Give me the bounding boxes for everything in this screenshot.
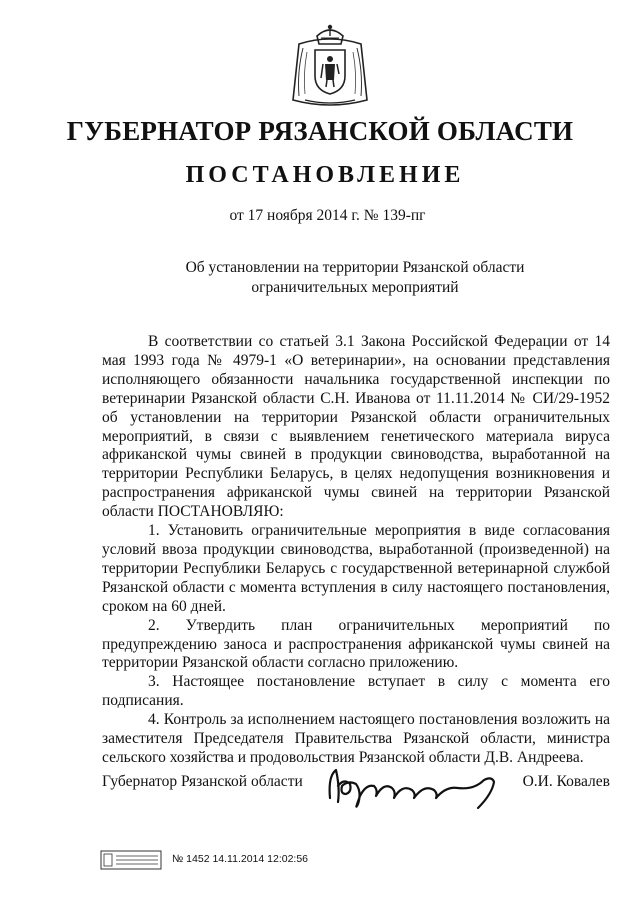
resolution-item-4: 4. Контроль за исполнением настоящего постановления возложить на заместителя Председателя Правительства Рязанской области, министра сельского хозяйства и продовольствия Рязанской области Д.В. Андреева. <box>102 711 610 766</box>
signatory-role: Губернатор Рязанской области <box>102 773 303 790</box>
document-heading: ГУБЕРНАТОР РЯЗАНСКОЙ ОБЛАСТИ <box>66 116 574 146</box>
registration-number-timestamp: № 1452 14.11.2014 12:02:56 <box>172 853 309 865</box>
handwritten-signature-icon <box>322 758 502 818</box>
subject-line-1: Об установлении на территории Рязанской области <box>185 259 525 276</box>
resolution-item-2: 2. Утвердить план ограничительных мероприятий по предупреждению заноса и распространения африканской чумы свиней на территории Рязанской области согласно приложению. <box>102 616 610 672</box>
preamble-paragraph: В соответствии со статьей 3.1 Закона Российской Федерации от 14 мая 1993 года № 4979-1 «О ветеринарии», на основании представления исполняющего обязанности начальника государственной инспекции по ветеринарии Рязанской области С.Н. Иванова от 11.11.2014 № СИ/29-1952 об установлении на территории Рязанской области ограничительных мероприятий, в связи с выявлением генетического материала вируса африканской чумы свиней в продукции свиноводства, выработанной на территории Республики Беларусь, в целях недопущения возникновения и распространения африканской чумы свиней на территории Рязанской области ПОСТАНОВЛЯЮ: <box>102 333 610 521</box>
resolution-item-1: 1. Установить ограничительные мероприятия в виде согласования условий ввоза продукции свиноводства, выработанной (произведенной) на территории Республики Беларусь с государственной ветеринарной службой Рязанской области с момента вступления в силу настоящего постановления, сроком на 60 дней. <box>102 522 610 615</box>
coat-of-arms-icon <box>287 22 373 110</box>
document-date-number: от 17 ноября 2014 г. № 139-пг <box>229 207 426 224</box>
document-body <box>102 333 610 768</box>
document-subject <box>150 258 560 298</box>
registry-stamp-icon <box>100 850 162 870</box>
document-type: ПОСТАНОВЛЕНИЕ <box>185 162 465 188</box>
subject-line-2: ограничительных мероприятий <box>251 279 459 296</box>
signatory-name: О.И. Ковалев <box>522 773 610 790</box>
resolution-item-3: 3. Настоящее постановление вступает в силу с момента его подписания. <box>102 673 610 710</box>
